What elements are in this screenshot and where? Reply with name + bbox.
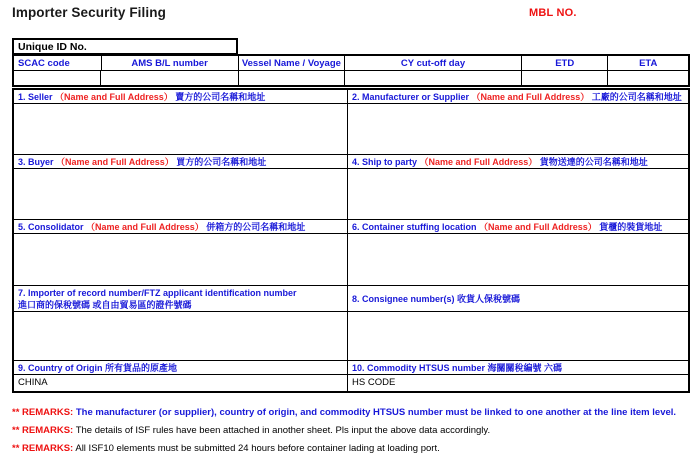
- section-5-chinese-label: 併箱方的公司名稱和地址: [206, 222, 306, 232]
- section-3-number-label: 3. Buyer: [18, 157, 54, 167]
- section-9-country-of-origin-value[interactable]: CHINA: [18, 377, 48, 388]
- section-3-buyer-value[interactable]: [14, 169, 347, 219]
- section-10-chinese-label: 海關關稅編號 六碼: [487, 363, 563, 373]
- section-10-commodity-htsus-value[interactable]: HS CODE: [352, 377, 396, 388]
- section-2-manufacturer-header: [348, 90, 688, 104]
- field-cy-cut-off-day[interactable]: [345, 70, 522, 85]
- page-title: Importer Security Filing: [12, 5, 166, 20]
- section-10-number-label: 10. Commodity HTSUS number: [352, 363, 486, 373]
- section-8-number-label: 8. Consignee number(s): [352, 294, 455, 304]
- remark-3-tag: ** REMARKS:: [12, 443, 74, 454]
- section-7-chinese-label: 進口商的保稅號碼 或自由貿易區的證件號碼: [18, 300, 192, 310]
- column-header-cy-cut-off-day: CY cut-off day: [345, 56, 522, 70]
- section-1-paren-label: （Name and Full Address）: [55, 92, 173, 102]
- remark-item-1: [12, 404, 700, 422]
- section-9-country-of-origin-header: [14, 361, 347, 375]
- section-9-number-label: 9. Country of Origin: [18, 363, 103, 373]
- section-2-paren-label: （Name and Full Address）: [471, 92, 590, 102]
- isf-main-grid: [12, 88, 690, 393]
- section-4-number-label: 4. Ship to party: [352, 157, 418, 167]
- remark-item-3: [12, 440, 700, 458]
- field-eta[interactable]: [608, 70, 688, 85]
- title-row: [0, 0, 700, 32]
- section-3-chinese-label: 買方的公司名稱和地址: [176, 157, 267, 167]
- section-7-english-label: 7. Importer of record number/FTZ applicant identification number: [18, 288, 297, 298]
- section-5-consolidator-header: [14, 220, 347, 234]
- section-5-number-label: 5. Consolidator: [18, 222, 84, 232]
- section-8-consignee-number-value[interactable]: [348, 312, 688, 360]
- section-6-paren-label: （Name and Full Address）: [479, 222, 597, 232]
- remark-1-tag: ** REMARKS:: [12, 407, 74, 418]
- mbl-no-label: MBL NO.: [529, 7, 577, 19]
- section-7-importer-of-record-header: [14, 286, 347, 312]
- remark-3-text: All ISF10 elements must be submitted 24 hours before container lading at loading port.: [75, 443, 440, 454]
- column-header-etd: ETD: [522, 56, 608, 70]
- section-1-seller-header: [14, 90, 347, 104]
- column-header-ams-bl-number: AMS B/L number: [102, 56, 239, 70]
- remark-1-text: The manufacturer (or supplier), country of origin, and commodity HTSUS number must be linked to one another at the line item level.: [75, 407, 677, 418]
- section-1-seller-value[interactable]: [14, 104, 347, 154]
- section-10-commodity-htsus-header: [348, 361, 688, 375]
- section-1-chinese-label: 賣方的公司名稱和地址: [175, 92, 266, 102]
- remark-2-tag: ** REMARKS:: [12, 425, 74, 436]
- field-ams-bl-number[interactable]: [101, 70, 238, 85]
- section-7-importer-of-record-value[interactable]: [14, 312, 347, 360]
- section-8-chinese-label: 收貨人保稅號碼: [457, 294, 521, 304]
- column-header-eta: ETA: [639, 57, 658, 69]
- remark-item-2: [12, 422, 700, 440]
- section-6-number-label: 6. Container stuffing location: [352, 222, 477, 232]
- section-8-consignee-number-header: [348, 286, 688, 312]
- section-3-buyer-header: [14, 155, 347, 169]
- remark-2-text: The details of ISF rules have been attached in another sheet. Pls input the above data accordingly.: [75, 425, 491, 436]
- section-4-ship-to-party-value[interactable]: [348, 169, 688, 219]
- field-vessel-name-voyage[interactable]: [239, 70, 345, 85]
- column-header-scac-code: SCAC code: [14, 56, 102, 70]
- unique-id-label: Unique ID No.: [18, 41, 87, 53]
- section-6-chinese-label: 貨櫃的裝貨地址: [599, 222, 663, 232]
- section-5-consolidator-value[interactable]: [14, 234, 347, 285]
- section-5-paren-label: （Name and Full Address）: [86, 222, 204, 232]
- remarks-block: [12, 404, 700, 458]
- unique-id-box[interactable]: [12, 38, 238, 55]
- section-1-number-label: 1. Seller: [18, 92, 53, 102]
- section-2-manufacturer-value[interactable]: [348, 104, 688, 154]
- section-4-paren-label: （Name and Full Address）: [419, 157, 538, 167]
- section-4-ship-to-party-header: [348, 155, 688, 169]
- section-2-number-label: 2. Manufacturer or Supplier: [352, 92, 470, 102]
- section-9-chinese-label: 所有貨品的原產地: [105, 363, 178, 373]
- section-6-container-stuffing-value[interactable]: [348, 234, 688, 285]
- section-3-paren-label: （Name and Full Address）: [56, 157, 174, 167]
- section-4-chinese-label: 貨物送達的公司名稱和地址: [539, 157, 648, 167]
- id-table-header-row: [12, 54, 690, 71]
- column-header-vessel-name-voyage: Vessel Name / Voyage: [239, 56, 345, 70]
- id-table-value-row: [12, 70, 690, 87]
- field-etd[interactable]: [522, 70, 608, 85]
- section-6-container-stuffing-header: [348, 220, 688, 234]
- section-2-chinese-label: 工廠的公司名稱和地址: [591, 92, 682, 102]
- field-scac-code[interactable]: [14, 70, 101, 85]
